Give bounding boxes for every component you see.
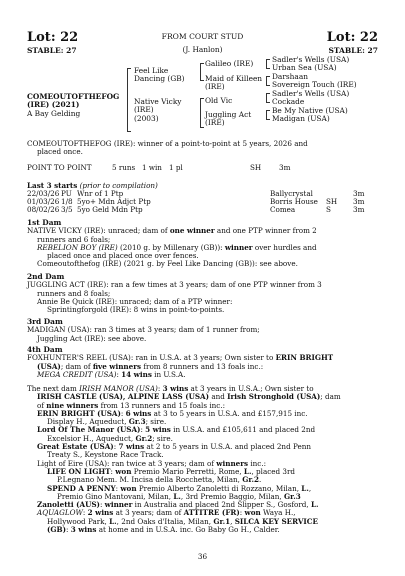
pedigree-bracket-g3-4 bbox=[266, 110, 270, 120]
pedigree-bracket-g3-1 bbox=[266, 59, 270, 69]
ptp-runs: 5 runs bbox=[112, 163, 136, 172]
ptp-wins: 1 win bbox=[142, 163, 162, 172]
table-row: 22/03/26 PU Wnr of 1 Ptp Ballycrystal 3m bbox=[27, 189, 365, 198]
pedigree-dam: Native Vicky (IRE) (2003) bbox=[134, 97, 182, 123]
pedigree-bracket-g3-2 bbox=[266, 76, 270, 86]
pedigree-sire: Feel Like Dancing (GB) bbox=[134, 66, 185, 84]
fourth-dam-title: 4th Dam bbox=[27, 345, 63, 354]
horse-origin: (IRE) (2021) bbox=[27, 100, 80, 110]
ptp-placed: 1 pl bbox=[169, 163, 183, 172]
third-dam-title: 3rd Dam bbox=[27, 317, 63, 326]
page-number: 36 bbox=[197, 552, 208, 561]
first-dam-title: 1st Dam bbox=[27, 218, 62, 227]
second-dam-title: 2nd Dam bbox=[27, 272, 65, 281]
race-summary: COMEOUTOFTHEFOG (IRE): winner of a point-to-point at 5 years, 2026 and placed once. bbox=[27, 139, 308, 157]
stable-left: STABLE: 27 bbox=[27, 46, 77, 55]
irish-manor-section: The next dam IRISH MANOR (USA): 3 wins at 3 years in U.S.A.; Own sister to IRISH CASTLE (USA), ALPINE LASS (USA) and Irish Stronghold (USA); dam of nine winners from 13 runners and 15 foals inc.: ERIN BRIGHT (USA): 6 wins at 3 to 5 years in U.S.A. and £157,915 inc. Display H., Aqueduct, Gr.3; sire. Lord Of The Manor (USA): 5 wins in U.S.A. and £105,611 and placed 2nd Excelsior H., Aqueduct, Gr.2; sire. Great Estate (USA): 7 wins at 2 to 5 years in U.S.A. and placed 2nd Penn Treaty S., Keystone Race Track. Light of Eire (USA): ran twice at 3 years; dam of winners inc.: LIFE ON LIGHT: won Premio Mario Perretti, Rome, L., placed 3rd P.Legnano Mem. M. Incisa della Rocchetta, Milan, Gr.2. SPEND A PENNY: won Premio Alberto Zanoletti di Rozzano, Milan, L., Premio Gino Mantovani, Milan, L., 3rd Premio Baggio, Milan, Gr.3 Zanoletti (AUS): winner in Australia and placed 2nd Slipper S., Gosford, L. AQUAGLOW: 2 wins at 3 years; dam of ATTITRE (FR): won Waya H., Hollywood Park, L., 2nd Oaks d'Italia, Milan, Gr.1, SILCA KEY SERVICE (GB): 3 wins at home and in U.S.A. inc. Go Baby Go H., Calder. bbox=[27, 384, 341, 535]
pedigree-sire-sire: Galileo (IRE) bbox=[205, 59, 254, 68]
pedigree-bracket-dam bbox=[200, 98, 204, 128]
pedigree-bracket-sire bbox=[200, 63, 204, 81]
last-starts-table bbox=[27, 190, 364, 214]
lot-number-left: Lot: 22 bbox=[27, 30, 79, 45]
table-row: 01/03/26 1/8 5yo+ Mdn Adjct Ptp Borris House SH 3m bbox=[27, 196, 365, 206]
ptp-going: SH bbox=[250, 163, 262, 172]
second-dam-section: 2nd Dam JUGGLING ACT (IRE): ran a few times at 3 years; dam of one PTP winner from 3 runners and 8 foals; Annie Be Quick (IRE): unraced; dam of a PTP winner: Sprintingforgold (IRE): 8 wins in point-to-points. bbox=[27, 273, 379, 314]
fourth-dam-section: 4th Dam FOXHUNTER'S REEL (USA): ran in U.S.A. at 3 years; Own sister to ERIN BRIGHT (USA); dam of five winners from 8 runners and 13 foals inc.: MEGA CREDIT (USA): 14 wins in U.S.A. bbox=[27, 346, 379, 379]
pedigree-bracket-gen1 bbox=[127, 68, 131, 132]
last-starts-heading: Last 3 starts (prior to compilation) bbox=[27, 181, 158, 190]
horse-identity bbox=[27, 93, 119, 118]
table-row: 08/02/26 3/5 5yo Geld Mdn Ptp Comea S 3m bbox=[27, 204, 365, 214]
horse-description: A Bay Gelding bbox=[27, 108, 81, 118]
first-dam-section: 1st Dam NATIVE VICKY (IRE): unraced; dam of one winner and one PTP winner from 2 runners and 6 foals; REBELION BOY (IRE) (2010 g. by Millenary (GB)): winner over hurdles and placed once and placed once over fences. Comeoutofthefog (IRE) (2021 g. by Feel Like Dancing (GB)): see above. bbox=[27, 219, 379, 269]
pedigree-sire-dam: Maid of Killeen (IRE) bbox=[205, 74, 263, 92]
pedigree-dam-sire: Old Vic bbox=[205, 96, 233, 105]
third-dam-section: 3rd Dam MADIGAN (USA): ran 3 times at 3 years; dam of 1 runner from; Juggling Act (IRE): see above. bbox=[27, 318, 379, 343]
pedigree-third-generation: Sadler's Wells (USA) Urban Sea (USA) Darshaan Sovereign Touch (IRE) Sadler's Wells (USA) Cockade Be My Native (USA) Madigan (USA) bbox=[272, 55, 357, 124]
pedigree-bracket-g3-3 bbox=[266, 93, 270, 103]
horse-name: COMEOUTOFTHEFOG bbox=[27, 92, 120, 101]
ptp-distance: 3m bbox=[279, 163, 291, 172]
ptp-label: POINT TO POINT bbox=[27, 163, 92, 172]
stable-right: STABLE: 27 bbox=[328, 46, 378, 55]
stud-name: FROM COURT STUD bbox=[161, 32, 244, 41]
consignor: (J. Hanlon) bbox=[182, 45, 223, 54]
pedigree-dam-dam: Juggling Act (IRE) bbox=[205, 110, 252, 128]
lot-number-right: Lot: 22 bbox=[326, 30, 378, 45]
